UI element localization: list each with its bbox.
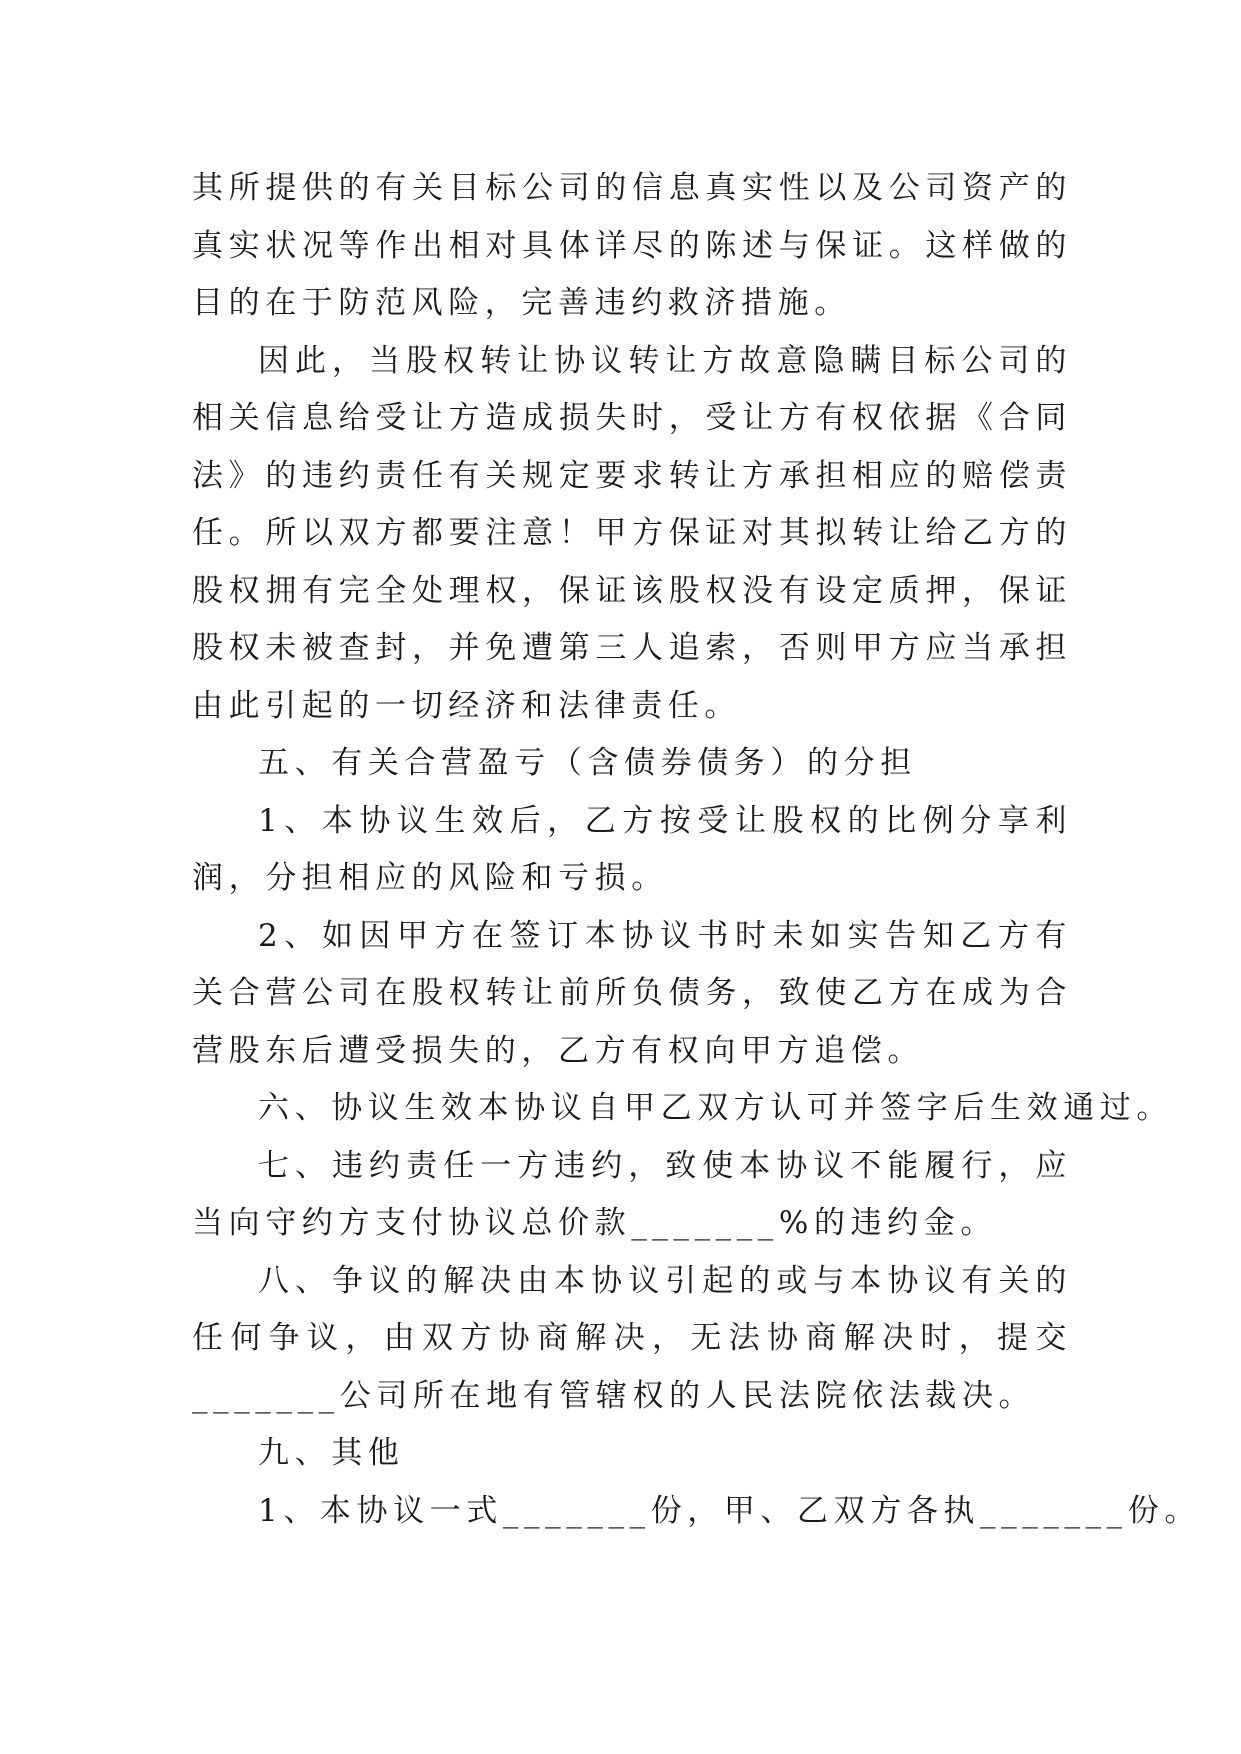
- document-body: [192, 160, 1201, 1540]
- clause-copies: 1、本协议一式_______份，甲、乙双方各执_______份。: [258, 1492, 1201, 1529]
- section-dispute-resolution: 八、争议的解决由本协议引起的或与本协议有关的任何争议，由双方协商解决，无法协商解决时，提交_______公司所在地有管辖权的人民法院依法裁决。: [192, 1262, 1072, 1414]
- paragraph-liability-note: 因此，当股权转让协议转让方故意隐瞒目标公司的相关信息给受让方造成损失时，受让方有权依据《合同法》的违约责任有关规定要求转让方承担相应的赔偿责任。所以双方都要注意！甲方保证对其拟转让给乙方的股权拥有完全处理权，保证该股权没有设定质押，保证股权未被查封，并免遭第三人追索，否则甲方应当承担由此引起的一切经济和法律责任。: [192, 342, 1072, 724]
- section-heading-profit-loss: 五、有关合营盈亏（含债券债务）的分担: [258, 745, 917, 781]
- section-heading-other: 九、其他: [258, 1435, 405, 1471]
- section-breach-liability: 七、违约责任一方违约，致使本协议不能履行，应当向守约方支付协议总价款_______%的违约金。: [192, 1147, 1072, 1241]
- clause-debt-compensation: 2、如因甲方在签订本协议书时未如实告知乙方有关合营公司在股权转让前所负债务，致使乙方在成为合营股东后遭受损失的，乙方有权向甲方追偿。: [192, 917, 1072, 1069]
- paragraph-intro-continuation: 其所提供的有关目标公司的信息真实性以及公司资产的真实状况等作出相对具体详尽的陈述与保证。这样做的目的在于防范风险，完善违约救济措施。: [192, 170, 1072, 321]
- section-agreement-effectiveness: 六、协议生效本协议自甲乙双方认可并签字后生效通过。: [258, 1090, 1173, 1126]
- clause-profit-sharing: 1、本协议生效后，乙方按受让股权的比例分享利润，分担相应的风险和亏损。: [192, 802, 1072, 896]
